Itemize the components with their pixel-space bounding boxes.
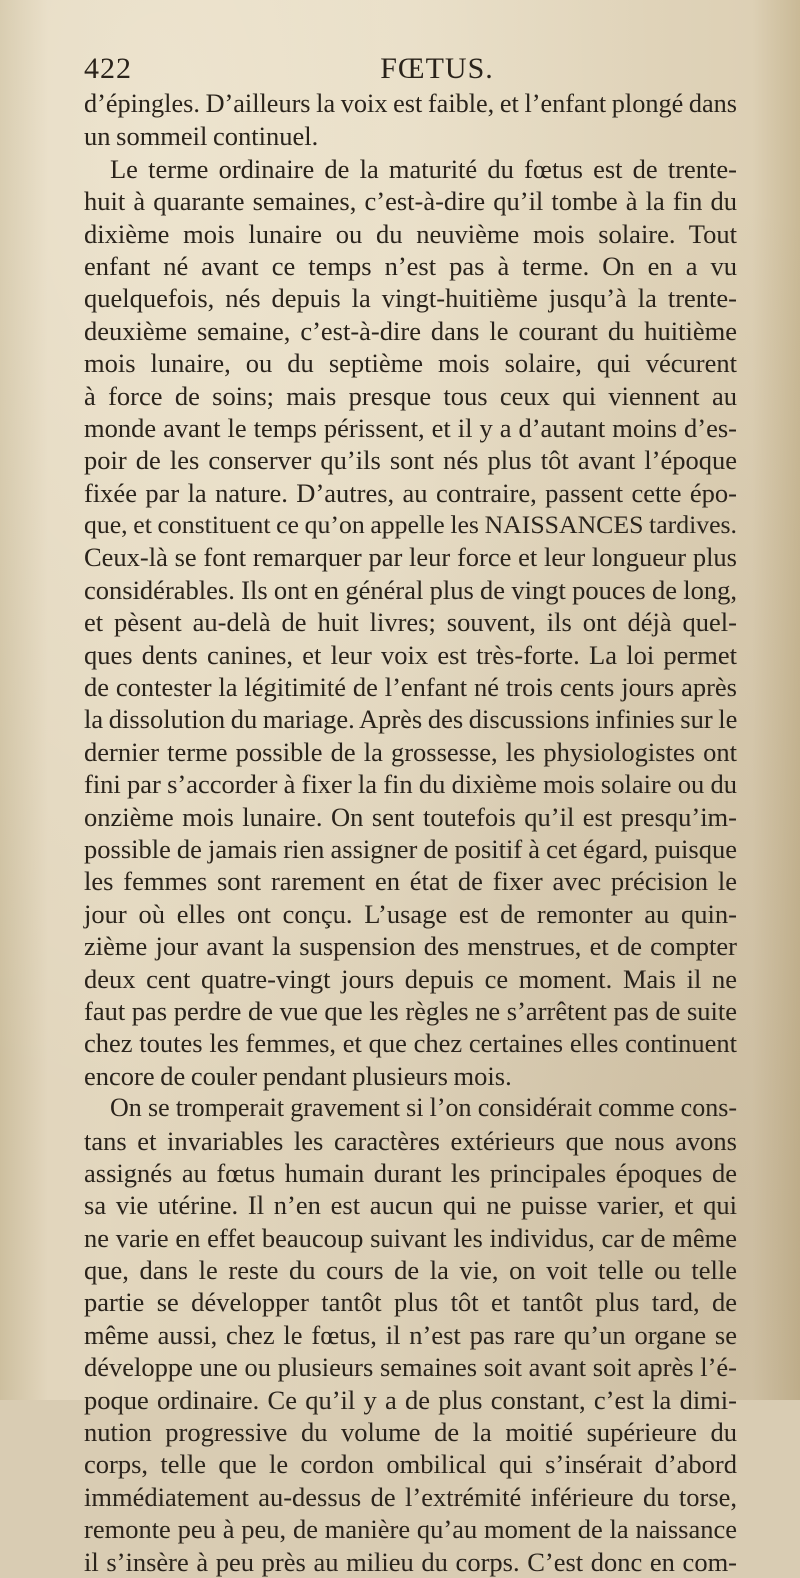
text-line: les femmes sont rarement en état de fixer avec précision le: [84, 866, 737, 897]
text-line: d’épingles. D’ailleurs la voix est faible, et l’enfant plongé dans: [84, 89, 737, 118]
text-line: deuxième semaine, c’est-à-dire dans le courant du huitième: [84, 315, 737, 346]
text-line: un sommeil continuel.: [84, 121, 319, 152]
text-line: jour où elles ont conçu. L’usage est de remonter au quin-: [84, 898, 737, 929]
running-head: FŒTUS.: [380, 52, 494, 85]
text-line: encore de couler pendant plusieurs mois.: [84, 1060, 512, 1091]
body-text: [84, 88, 737, 1578]
text-line: Le terme ordinaire de la maturité du fœtus est de trente-: [110, 153, 737, 184]
text-line: dixième mois lunaire ou du neuvième mois solaire. Tout: [84, 218, 737, 249]
text-line: poir de les conserver qu’ils sont nés plus tôt avant l’époque: [84, 445, 737, 476]
text-line: assignés au fœtus humain durant les principales époques de: [84, 1157, 737, 1188]
text-line: la dissolution du mariage. Après des discussions infinies sur le: [84, 704, 738, 735]
text-line: monde avant le temps périssent, et il y a d’autant moins d’es-: [84, 412, 737, 443]
text-line: sa vie utérine. Il n’en est aucun qui ne puisse varier, et qui: [84, 1190, 737, 1221]
text-line: que, et constituent ce qu’on appelle les NAISSANCES tardives.: [84, 510, 737, 540]
text-line: à force de soins; mais presque tous ceux qui viennent au: [84, 380, 737, 411]
text-line: ques dents canines, et leur voix est très-forte. La loi permet: [84, 639, 737, 670]
text-line: faut pas perdre de vue que les règles ne s’arrêtent pas de suite: [84, 995, 737, 1026]
text-line: Ceux-là se font remarquer par leur force et leur longueur plus: [84, 542, 737, 573]
text-line: et pèsent au-delà de huit livres; souvent, ils ont déjà quel-: [84, 607, 737, 638]
text-line: immédiatement au-dessus de l’extrémité inférieure du torse,: [84, 1481, 737, 1512]
text-line: partie se développer tantôt plus tôt et tantôt plus tard, de: [84, 1287, 737, 1318]
text-line: de contester la légitimité de l’enfant né trois cents jours après: [84, 672, 737, 703]
page-number: 422: [84, 52, 132, 85]
text-line: même aussi, chez le fœtus, il n’est pas rare qu’un organe se: [84, 1319, 737, 1350]
text-line: mois lunaire, ou du septième mois solaire, qui vécurent: [84, 348, 737, 379]
text-line: quelquefois, nés depuis la vingt-huitième jusqu’à la trente-: [84, 283, 737, 314]
text-line: possible de jamais rien assigner de positif à cet égard, puisque: [84, 833, 737, 864]
text-line: onzième mois lunaire. On sent toutefois qu’il est presqu’im-: [84, 801, 737, 832]
text-line: enfant né avant ce temps n’est pas à terme. On en a vu: [84, 250, 737, 281]
text-line: corps, telle que le cordon ombilical qui s’insérait d’abord: [84, 1449, 737, 1480]
text-line: chez toutes les femmes, et que chez certaines elles continuent: [84, 1028, 737, 1059]
text-line: tans et invariables les caractères extérieurs que nous avons: [84, 1125, 737, 1156]
text-line: que, dans le reste du cours de la vie, on voit telle ou telle: [84, 1255, 737, 1286]
text-line: considérables. Ils ont en général plus de vingt pouces de long,: [84, 574, 737, 605]
text-line: zième jour avant la suspension des menstrues, et de compter: [84, 931, 737, 962]
text-line: On se tromperait gravement si l’on considérait comme cons-: [110, 1093, 737, 1123]
text-line: remonte peu à peu, de manière qu’au moment de la naissance: [84, 1514, 737, 1545]
text-line: fini par s’accorder à fixer la fin du dixième mois solaire ou du: [84, 769, 737, 800]
text-line: nution progressive du volume de la moitié supérieure du: [84, 1417, 737, 1448]
text-line: ne varie en effet beaucoup suivant les individus, car de même: [84, 1222, 737, 1253]
text-line: deux cent quatre-vingt jours depuis ce moment. Mais il ne: [84, 963, 737, 994]
text-line: il s’insère à peu près au milieu du corps. C’est donc en com-: [84, 1546, 737, 1577]
text-line: poque ordinaire. Ce qu’il y a de plus constant, c’est la dimi-: [84, 1384, 737, 1415]
text-line: dernier terme possible de la grossesse, les physiologistes ont: [84, 736, 737, 767]
text-line: huit à quarante semaines, c’est-à-dire qu’il tombe à la fin du: [84, 186, 737, 217]
text-line: développe une ou plusieurs semaines soit avant soit après l’é-: [84, 1352, 737, 1383]
text-line: fixée par la nature. D’autres, au contraire, passent cette épo-: [84, 477, 737, 508]
